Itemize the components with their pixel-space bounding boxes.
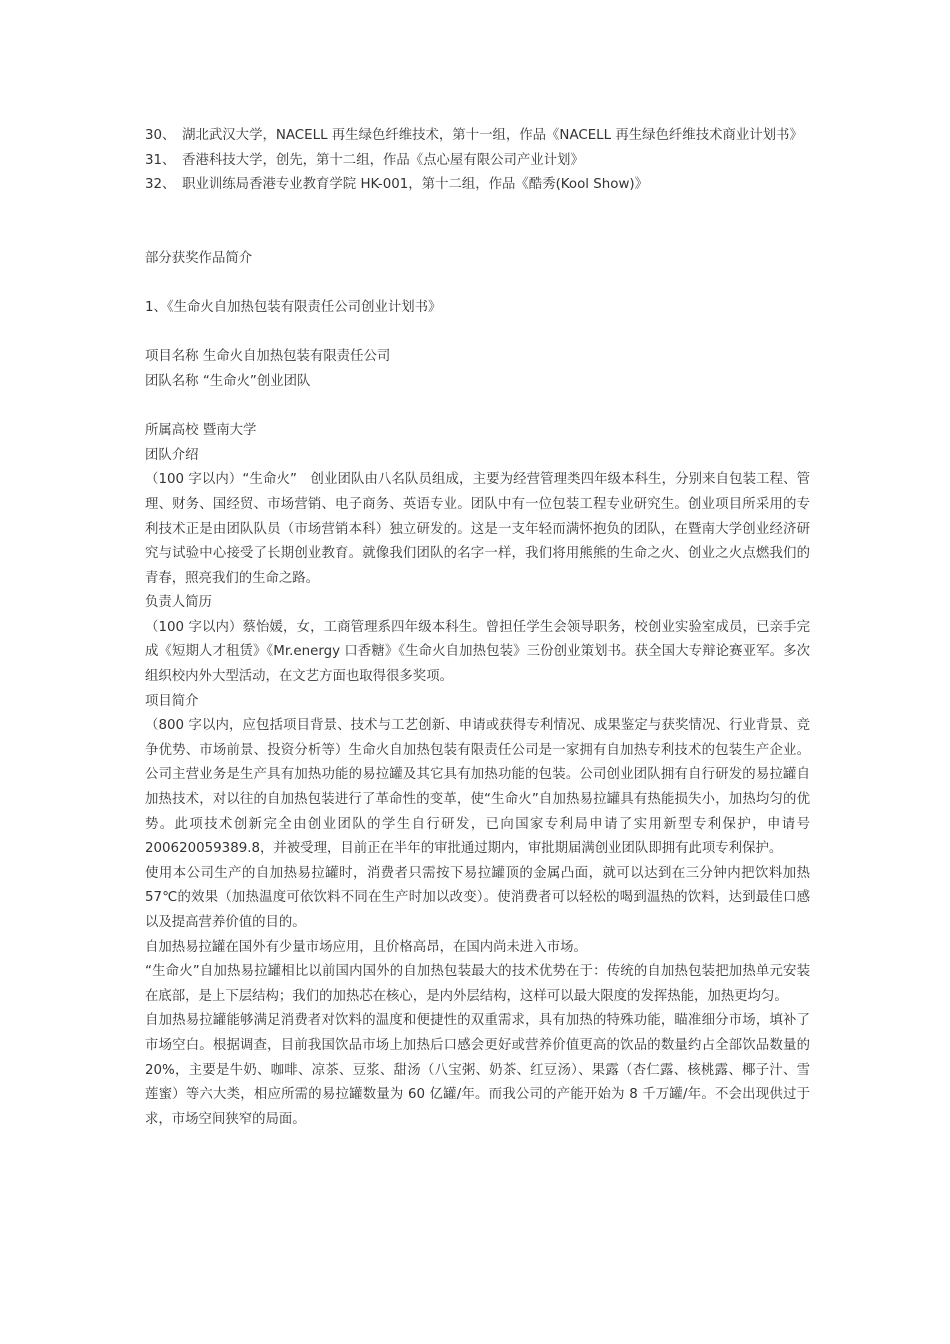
spacer bbox=[145, 272, 810, 297]
team-intro-paragraph: （100 字以内）“生命火” 创业团队由八名队员组成，主要为经营管理类四年级本科生，分别来自包装工程、管理、财务、国经贸、市场营销、电子商务、英语专业。团队中有一位包装工程专业研究生。创业项目所采用的专利技术正是由团队队员（市场营销本科）独立研发的。这是一支年轻而满怀抱负的团队，在暨南大学创业经济研究与试验中心接受了长期创业教育。就像我们团队的名字一样，我们将用熊熊的生命之火、创业之火点燃我们的青春，照亮我们的生命之路。 bbox=[145, 472, 810, 586]
spacer bbox=[145, 395, 810, 420]
project-name: 项目名称 生命火自加热包装有限责任公司 bbox=[145, 349, 391, 365]
leader-heading: 负责人简历 bbox=[145, 595, 212, 611]
leader-paragraph: （100 字以内）蔡怡媛，女，工商管理系四年级本科生。曾担任学生会领导职务，校创业实验室成员，已亲手完成《短期人才租赁》《Mr.energy 口香糖》《生命火自加热包装》三份创业策划书。获全国大专辩论赛亚军。多次组织校内外大型活动，在文艺方面也取得很多奖项。 bbox=[145, 619, 810, 685]
team-intro-heading: 团队介绍 bbox=[145, 447, 199, 463]
project-paragraph: 使用本公司生产的自加热易拉罐时，消费者只需按下易拉罐顶的金属凸面，就可以达到在三分钟内把饮料加热 57℃的效果（加热温度可依饮料不同在生产时加以改变）。使消费者可以轻松的喝到温热的饮料，达到最佳口感以及提高营养价值的目的。 bbox=[145, 865, 810, 930]
project-paragraph: 自加热易拉罐能够满足消费者对饮料的温度和便捷性的双重需求，具有加热的特殊功能，瞄准细分市场，填补了市场空白。根据调查，目前我国饮品市场上加热后口感会更好或营养价值更高的饮品的数量约占全部饮品数量的 20%，主要是牛奶、咖啡、凉茶、豆浆、甜汤（八宝粥、奶茶、红豆汤）、果露（杏仁露、核桃露、椰子汁、雪莲蜜）等六大类，相应所需的易拉罐数量为 60 亿罐/年。而我公司的产能开始为 8 千万罐/年。不会出现供过于求，市场空间狭窄的局面。 bbox=[145, 1013, 810, 1127]
section-heading: 部分获奖作品简介 bbox=[145, 250, 253, 266]
document-body bbox=[145, 124, 810, 1132]
spacer bbox=[145, 198, 810, 247]
list-item: 30、 湖北武汉大学，NACELL 再生绿色纤维技术，第十一组，作品《NACELL 再生绿色纤维技术商业计划书》 bbox=[145, 128, 803, 143]
project-paragraph: 自加热易拉罐在国外有少量市场应用，且价格高昂，在国内尚未进入市场。 bbox=[145, 939, 587, 955]
team-name: 团队名称 “生命火”创业团队 bbox=[145, 373, 311, 389]
project-paragraph: “生命火”自加热易拉罐相比以前国内国外的自加热包装最大的技术优势在于：传统的自加热包装把加热单元安装在底部，是上下层结构；我们的加热芯在核心，是内外层结构，这样可以最大限度的发挥热能，加热更均匀。 bbox=[145, 964, 810, 1004]
entry-title: 1、《生命火自加热包装有限责任公司创业计划书》 bbox=[145, 300, 442, 316]
school: 所属高校 暨南大学 bbox=[145, 423, 257, 439]
list-item: 32、 职业训练局香港专业教育学院 HK-001，第十二组，作品《酷秀(Kool Show)》 bbox=[145, 177, 649, 193]
project-heading: 项目简介 bbox=[145, 693, 199, 709]
project-paragraph: （800 字以内，应包括项目背景、技术与工艺创新、申请或获得专利情况、成果鉴定与获奖情况、行业背景、竞争优势、市场前景、投资分析等）生命火自加热包装有限责任公司是一家拥有自加热专利技术的包装生产企业。公司主营业务是生产具有加热功能的易拉罐及其它具有加热功能的包装。公司创业团队拥有自行研发的易拉罐自加热技术，对以往的自加热包装进行了革命性的变革，使“生命火”自加热易拉罐具有热能损失小，加热均匀的优势。此项技术创新完全由创业团队的学生自行研发，已向国家专利局申请了实用新型专利保护，申请号 200620059389.8，并被受理，目前正在半年的审批通过期内，审批期届满创业团队即拥有此项专利保护。 bbox=[145, 718, 810, 857]
list-item: 31、 香港科技大学，创先，第十二组，作品《点心屋有限公司产业计划》 bbox=[145, 152, 584, 168]
spacer bbox=[145, 321, 810, 346]
